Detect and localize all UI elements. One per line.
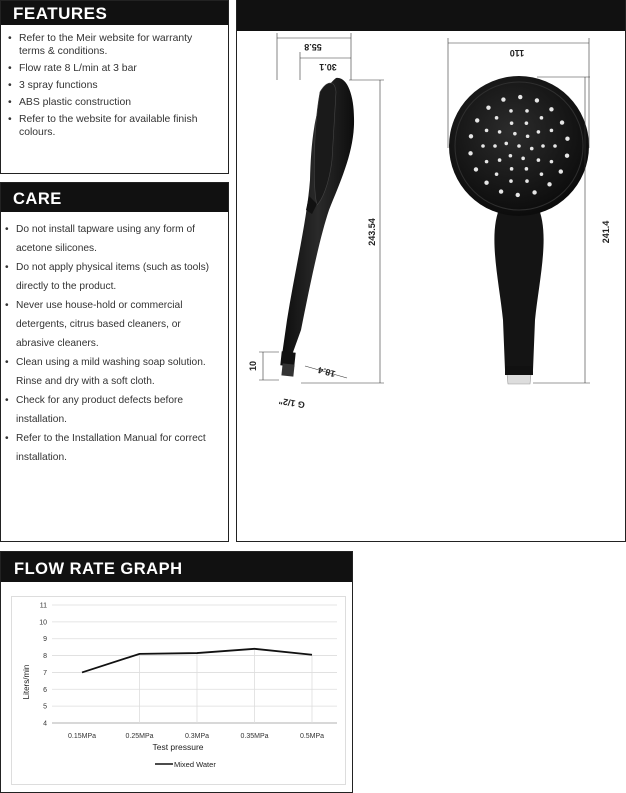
dim-side-length-label: 243.54 [367, 218, 377, 246]
list-item: • ABS plastic construction [8, 96, 220, 109]
dim-top-inner-label: 30.1 [319, 62, 337, 72]
list-item: • Do not install tapware using any form of acetone silicones. [5, 220, 220, 258]
x-tick-label: 0.15MPa [67, 733, 97, 740]
nozzle [475, 118, 479, 122]
flow-graph-title: FLOW RATE GRAPH [1, 552, 352, 582]
y-axis-label: Liters/min [22, 664, 31, 700]
connector-collar [505, 366, 533, 375]
list-item: • Clean using a mild washing soap solution. Rinse and dry with a soft cloth. [5, 353, 220, 391]
dim-front-length-label: 241.4 [601, 220, 611, 244]
nozzle [537, 158, 541, 162]
dim-front-width-label: 110 [509, 48, 525, 58]
nozzle [501, 97, 505, 101]
nozzle [495, 172, 499, 176]
nozzle [565, 154, 569, 158]
nozzle [525, 109, 529, 113]
nozzle [550, 129, 554, 133]
nozzle [485, 129, 489, 133]
x-tick-label: 0.3MPa [184, 733, 210, 740]
front-view [449, 76, 589, 384]
nozzle [510, 167, 514, 171]
nozzle [517, 144, 521, 148]
nozzle [509, 179, 513, 183]
dim-top-outer-label: 55.8 [304, 42, 322, 52]
nozzle [504, 142, 508, 146]
nozzle [565, 137, 569, 141]
care-panel [0, 182, 229, 542]
care-title: CARE [1, 183, 228, 212]
flow-chart-frame [11, 596, 346, 785]
list-item: • Check for any product defects before installation. [5, 391, 220, 429]
nozzle [560, 120, 564, 124]
nozzle [535, 98, 539, 102]
list-item: • Refer to the Meir website for warranty terms & conditions. [8, 32, 220, 58]
nozzle [499, 189, 503, 193]
list-item: • Refer to the Installation Manual for correct installation. [5, 429, 220, 467]
shower-drawing [237, 0, 626, 542]
y-tick-label: 8 [43, 653, 47, 661]
flow-rate-graph-panel [0, 551, 353, 793]
thread-side [281, 363, 294, 376]
nozzle [474, 167, 478, 171]
nozzle [550, 160, 554, 164]
nozzle [469, 134, 473, 138]
nozzle [518, 95, 522, 99]
x-axis-label: Test pressure [152, 742, 204, 752]
x-tick-label: 0.25MPa [125, 733, 154, 740]
y-tick-label: 6 [43, 686, 47, 694]
chart-grid [52, 605, 337, 723]
y-tick-label: 10 [39, 619, 47, 627]
nozzle [486, 105, 490, 109]
nozzle [547, 182, 551, 186]
nozzle [468, 151, 472, 155]
nozzle [541, 144, 545, 148]
chart-legend [155, 760, 216, 769]
x-tick-labels [68, 733, 324, 740]
nozzle [559, 169, 563, 173]
nozzle [498, 130, 502, 134]
care-list [1, 212, 228, 467]
legend-label: Mixed Water [174, 760, 216, 769]
nozzle [525, 121, 529, 125]
nozzle [553, 144, 557, 148]
features-title: FEATURES [1, 1, 228, 25]
nozzle [521, 157, 525, 161]
features-list [1, 25, 228, 140]
nozzle [485, 160, 489, 164]
nozzle [510, 121, 514, 125]
side-view [280, 78, 354, 380]
flow-rate-chart [12, 597, 345, 784]
nozzle [498, 158, 502, 162]
nozzle [526, 134, 530, 138]
nozzle [493, 144, 497, 148]
nozzle [530, 147, 534, 151]
connector-front [507, 374, 531, 384]
nozzle [509, 154, 513, 158]
dim-thread-height-label: 10 [248, 360, 258, 372]
nozzle [516, 193, 520, 197]
x-tick-label: 0.35MPa [240, 733, 269, 740]
y-tick-labels [39, 603, 47, 728]
list-item: • Refer to the website for available finish colours. [8, 113, 220, 139]
features-panel [0, 0, 229, 174]
dim-diameter-label: 18.4 [316, 364, 337, 380]
list-item: • Never use house-hold or commercial detergents, citrus based cleaners, or abrasive cleaners. [5, 296, 220, 353]
nozzle [540, 116, 544, 120]
y-tick-label: 9 [43, 636, 47, 644]
nozzle [509, 109, 513, 113]
nozzle [513, 132, 517, 136]
nozzle [540, 172, 544, 176]
nozzle [484, 181, 488, 185]
nozzle [532, 190, 536, 194]
y-tick-label: 4 [43, 720, 47, 728]
x-tick-label: 0.5MPa [299, 733, 325, 740]
nozzle [537, 130, 541, 134]
y-tick-label: 11 [39, 602, 47, 610]
nozzle [525, 179, 529, 183]
y-tick-label: 5 [43, 703, 47, 711]
list-item: • Do not apply physical items (such as tools) directly to the product. [5, 258, 220, 296]
product-drawing-panel [236, 0, 626, 542]
list-item: • Flow rate 8 L/min at 3 bar [8, 62, 220, 75]
y-tick-label: 7 [43, 669, 47, 677]
list-item: • 3 spray functions [8, 79, 220, 92]
nozzle [495, 116, 499, 120]
nozzle [525, 167, 529, 171]
nozzle [481, 144, 485, 148]
handle-front-body [494, 205, 543, 370]
nozzle [549, 107, 553, 111]
dim-thread-label: G 1/2" [278, 395, 306, 411]
